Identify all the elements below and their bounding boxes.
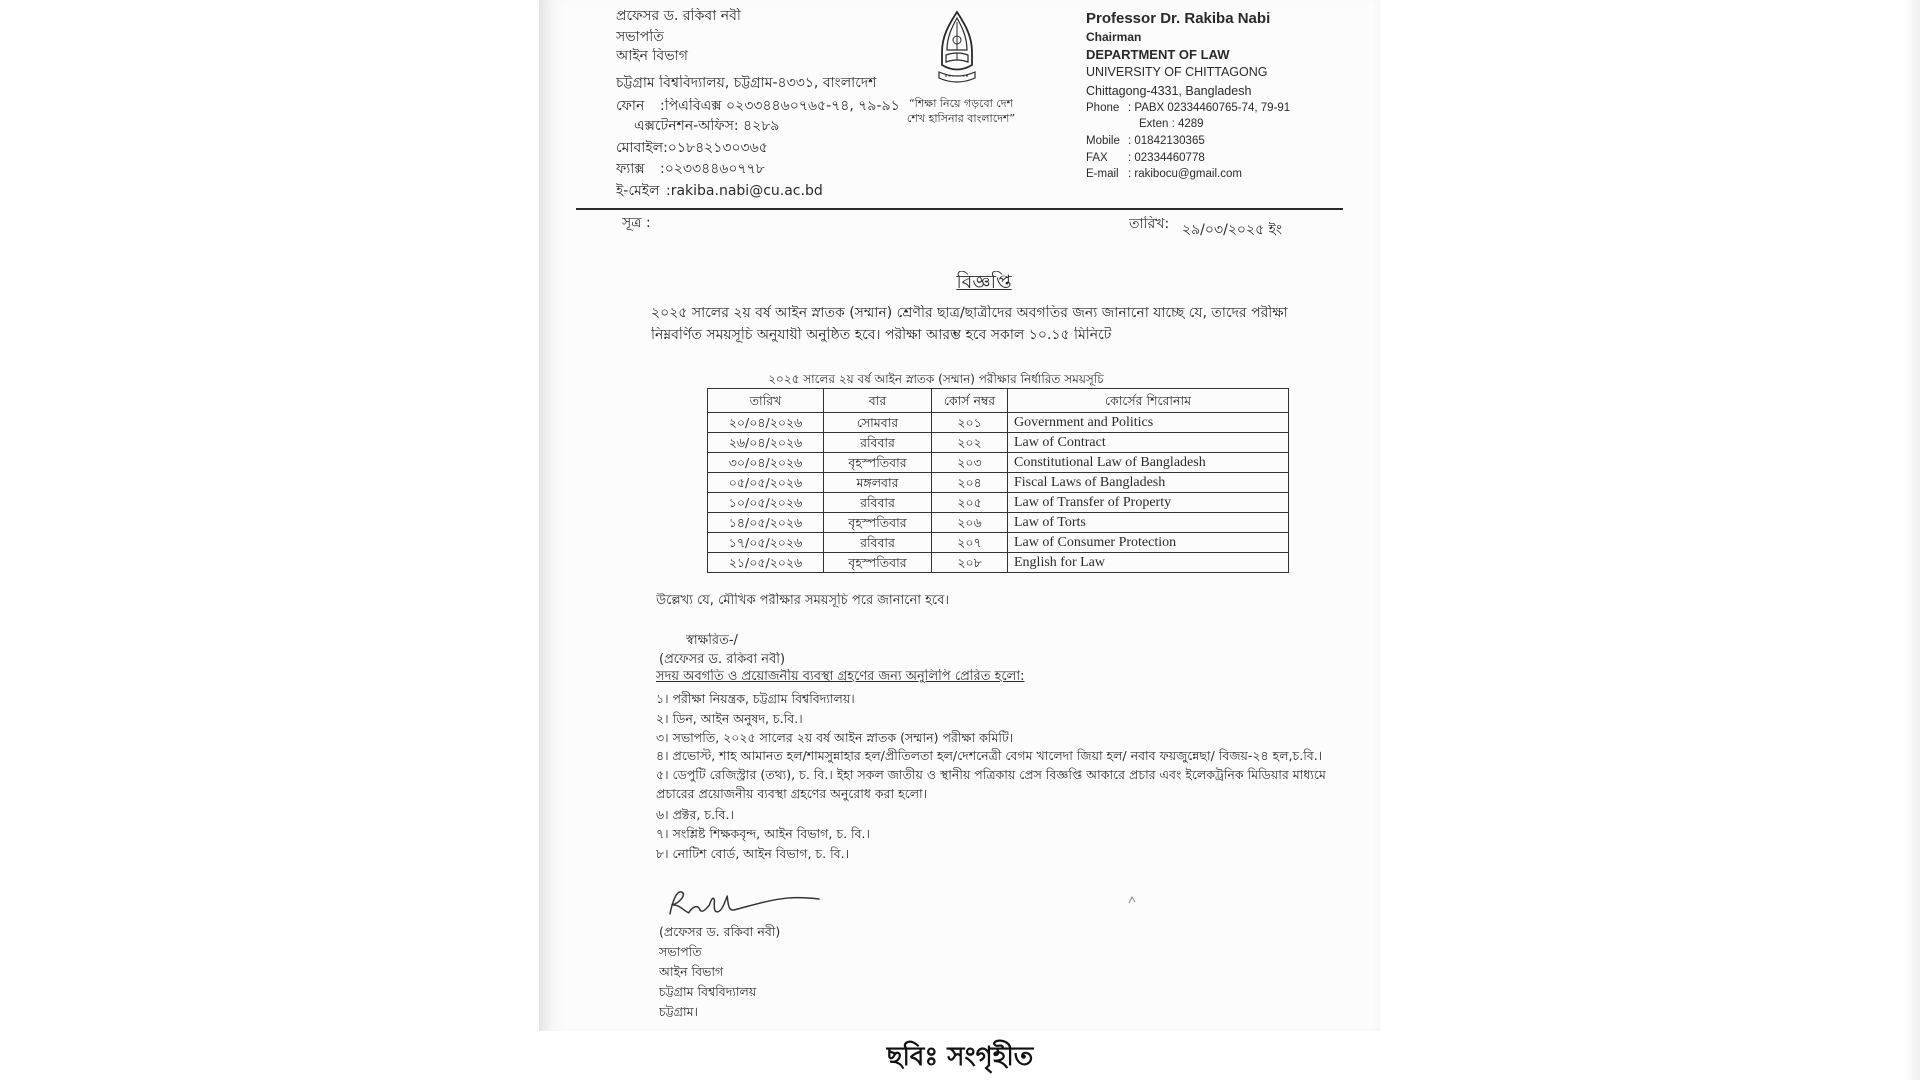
date-value: ২৯/০৩/২০২৫ ইং: [1182, 222, 1282, 238]
bangla-fax-line: [616, 161, 921, 179]
bangla-mobile: মোবাইল:০১৮৪২১৩০৩৬৫: [616, 140, 768, 156]
schedule-caption: ২০২৫ সালের ২য় বর্ষ আইন স্নাতক (সম্মান) পরীক্ষার নির্ধারিত সময়সূচি: [768, 372, 1104, 386]
english-name: Professor Dr. Rakiba Nabi: [1086, 10, 1271, 27]
bangla-address: চট্টগ্রাম বিশ্ববিদ্যালয়, চট্টগ্রাম-৪৩৩১, বাংলাদেশ: [616, 75, 877, 91]
header-course-title: কোর্সের শিরোনাম: [1008, 389, 1289, 413]
table-row: [708, 433, 1289, 453]
signature: [665, 886, 823, 918]
english-designation: Chairman: [1086, 30, 1142, 44]
notice-title: বিজ্ঞপ্তি: [956, 271, 1012, 293]
english-email: : rakibocu@gmail.com: [1128, 168, 1242, 180]
cell-date: ২১/০৫/২০২৬: [708, 553, 824, 573]
cell-day: রবিবার: [824, 533, 932, 553]
english-phone-line: [1086, 101, 1371, 115]
english-department: DEPARTMENT OF LAW: [1086, 47, 1230, 62]
signed-by: (প্রফেসর ড. রকিবা নবী): [659, 652, 786, 667]
cell-day: মঙ্গলবার: [824, 473, 932, 493]
bangla-fax: :০২৩৩৪৪৬০৭৭৮: [660, 161, 765, 177]
cc-item: ১। পরীক্ষা নিয়ন্ত্রক, চট্টগ্রাম বিশ্ববিদ্যালয়।: [656, 691, 855, 706]
cell-course-no: ২০৭: [932, 533, 1008, 553]
cell-day: রবিবার: [824, 433, 932, 453]
cell-date: ১৭/০৫/২০২৬: [708, 533, 824, 553]
cc-item-continuation: প্রচারের প্রয়োজনীয় ব্যবস্থা গ্রহণের অনুরোধ করা হলো।: [656, 786, 928, 801]
table-row: [708, 453, 1289, 473]
table-row: [708, 473, 1289, 493]
english-email-line: [1086, 167, 1371, 181]
table-row: [708, 533, 1289, 553]
university-logo-icon: [935, 10, 979, 86]
cc-item: ৪। প্রভোস্ট, শাহ আমানত হল/শামসুন্নাহার হল/প্রীতিলতা হল/দেশনেত্রী বেগম খালেদা জিয়া হল/ নবাব ফয়জুন্নেছা/ বিজয়-২৪ হল,চ.বি.।: [656, 748, 1323, 763]
cc-item: ২। ডিন, আইন অনুষদ, চ.বি.।: [656, 711, 803, 726]
header-date: তারিখ: [708, 389, 824, 413]
bangla-department: আইন বিভাগ: [616, 48, 688, 64]
cc-item: ৮। নোটিশ বোর্ড, আইন বিভাগ, চ. বি.।: [656, 846, 850, 861]
header-course-no: কোর্স নম্বর: [932, 389, 1008, 413]
table-header-row: [708, 389, 1289, 413]
notice-document: [539, 0, 1380, 1031]
cell-course-no: ২০৮: [932, 553, 1008, 573]
exam-schedule-table: [707, 388, 1289, 573]
english-mobile: : 01842130365: [1128, 135, 1205, 147]
signed-mark: স্বাক্ষরিত-/: [686, 633, 738, 648]
bangla-extension: এক্সটেনশন-অফিস: ৪২৮৯: [634, 118, 780, 134]
bangla-designation: সভাপতি: [616, 29, 664, 45]
bangla-phone: :পিএবিএক্স ০২৩৩৪৪৬০৭৬৫-৭৪, ৭৯-৯১: [660, 98, 900, 114]
cell-course-no: ২০৬: [932, 513, 1008, 533]
signatory-department: আইন বিভাগ: [659, 964, 724, 979]
english-fax: : 02334460778: [1128, 152, 1205, 164]
notice-body-line-1: ২০২৫ সালের ২য় বর্ষ আইন স্নাতক (সম্মান) শ্রেণীর ছাত্র/ছাত্রীদের অবগতির জন্য জানানো যাচ্ছে যে, তাদের পরীক্ষা: [651, 305, 1288, 321]
bangla-email-label: ই-মেইল: [616, 183, 660, 199]
reference-label: সূত্র :: [622, 215, 651, 231]
english-address: Chittagong-4331, Bangladesh: [1086, 84, 1252, 98]
cell-day: বৃহস্পতিবার: [824, 553, 932, 573]
cell-day: রবিবার: [824, 493, 932, 513]
viva-note: উল্লেখ্য যে, মৌখিক পরীক্ষার সময়সূচি পরে জানানো হবে।: [656, 593, 950, 608]
english-extension: Exten : 4289: [1139, 118, 1204, 130]
signatory-name: (প্রফেসর ড. রকিবা নবী): [659, 924, 781, 939]
english-fax-line: [1086, 151, 1371, 165]
table-row: [708, 513, 1289, 533]
bangla-phone-line: [616, 98, 921, 116]
cell-date: ২০/০৪/২০২৬: [708, 413, 824, 433]
bangla-fax-label: ফ্যাক্স: [616, 161, 645, 177]
english-email-label: E-mail: [1086, 168, 1119, 180]
header-day: বার: [824, 389, 932, 413]
bangla-email-line: [616, 183, 921, 201]
english-phone: : PABX 02334460765-74, 79-91: [1128, 102, 1291, 114]
cell-course-title: Law of Torts: [1008, 513, 1289, 533]
cc-heading: সদয় অবগতি ও প্রয়োজনীয় ব্যবস্থা গ্রহণের জন্য অনুলিপি প্রেরিত হলো:: [656, 669, 1025, 684]
cell-course-no: ২০১: [932, 413, 1008, 433]
cell-course-title: Constitutional Law of Bangladesh: [1008, 453, 1289, 473]
signatory-designation: সভাপতি: [659, 944, 702, 959]
bangla-name: প্রফেসর ড. রকিবা নবী: [616, 8, 741, 24]
date-label: তারিখ:: [1129, 216, 1170, 232]
english-university: UNIVERSITY OF CHITTAGONG: [1086, 65, 1268, 79]
cell-day: সোমবার: [824, 413, 932, 433]
cell-course-title: Government and Politics: [1008, 413, 1289, 433]
cell-course-no: ২০৪: [932, 473, 1008, 493]
cc-item: ৬। প্রক্টর, চ.বি.।: [656, 807, 734, 822]
cell-course-title: Fiscal Laws of Bangladesh: [1008, 473, 1289, 493]
cell-course-no: ২০৩: [932, 453, 1008, 473]
table-row: [708, 493, 1289, 513]
english-mobile-label: Mobile: [1086, 135, 1120, 147]
bangla-email: :rakiba.nabi@cu.ac.bd: [666, 183, 823, 199]
notice-body-line-2: নিম্নবর্ণিত সময়সূচি অনুযায়ী অনুষ্ঠিত হবে। পরীক্ষা আরম্ভ হবে সকাল ১০.১৫ মিনিটে: [651, 327, 1112, 343]
signatory-university: চট্টগ্রাম বিশ্ববিদ্যালয়: [659, 984, 757, 999]
signatory-city: চট্টগ্রাম।: [659, 1004, 699, 1019]
cell-course-title: English for Law: [1008, 553, 1289, 573]
cell-course-no: ২০২: [932, 433, 1008, 453]
cell-course-no: ২০৫: [932, 493, 1008, 513]
cell-day: বৃহস্পতিবার: [824, 453, 932, 473]
english-fax-label: FAX: [1086, 152, 1108, 164]
cell-course-title: Law of Consumer Protection: [1008, 533, 1289, 553]
table-row: [708, 553, 1289, 573]
cell-date: ৩০/০৪/২০২৬: [708, 453, 824, 473]
cell-date: ১৪/০৫/২০২৬: [708, 513, 824, 533]
cell-course-title: Law of Transfer of Property: [1008, 493, 1289, 513]
cell-day: বৃহস্পতিবার: [824, 513, 932, 533]
english-mobile-line: [1086, 134, 1371, 148]
cell-course-title: Law of Contract: [1008, 433, 1289, 453]
page-edge-strip: [1904, 0, 1920, 1080]
english-phone-label: Phone: [1086, 102, 1120, 114]
cc-item: ৭। সংশ্লিষ্ট শিক্ষকবৃন্দ, আইন বিভাগ, চ. বি.।: [656, 826, 870, 841]
cc-item: ৩। সভাপতি, ২০২৫ সালের ২য় বর্ষ আইন স্নাতক (সম্মান) পরীক্ষা কমিটি।: [656, 730, 1014, 745]
cell-date: ১০/০৫/২০২৬: [708, 493, 824, 513]
motto-line-2: শেখ হাসিনার বাংলাদেশ”: [906, 112, 1016, 125]
scan-mark-icon: [1127, 895, 1137, 905]
cell-date: ২৬/০৪/২০২৬: [708, 433, 824, 453]
cell-date: ০৫/০৫/২০২৬: [708, 473, 824, 493]
motto-line-1: “শিক্ষা নিয়ে গড়বো দেশ: [908, 97, 1014, 110]
letterhead-divider: [576, 208, 1343, 210]
bangla-phone-label: ফোন: [616, 98, 645, 114]
cc-item: ৫। ডেপুটি রেজিস্ট্রার (তথ্য), চ. বি.। ইহা সকল জাতীয় ও স্থানীয় পত্রিকায় প্রেস বিজ্ঞপ্তি আকারে প্রচার এবং ইলেকট্রনিক মিডিয়ার মাধ্যমে: [656, 767, 1326, 782]
image-caption: ছবিঃ সংগৃহীত: [886, 1042, 1034, 1072]
table-row: [708, 413, 1289, 433]
